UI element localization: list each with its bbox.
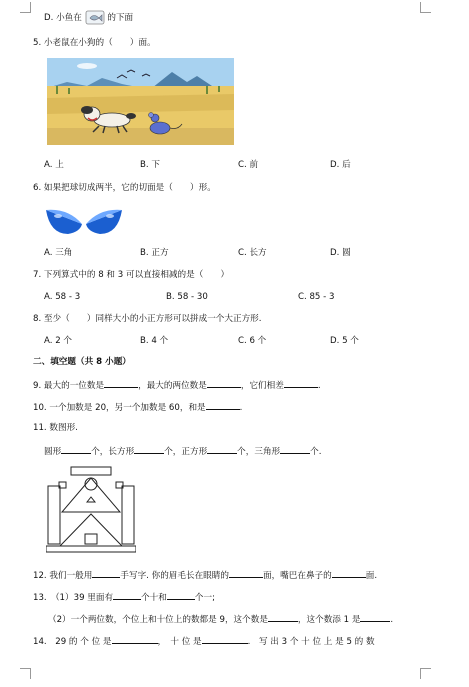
q13-sub-text-2: ，这个数添 1 是 — [297, 615, 361, 625]
q5-picture-dog-and-mouse — [47, 58, 234, 145]
q7-stem: 7. 下列算式中的 8 和 3 可以直接相减的是（ ） — [33, 270, 230, 280]
q11-blank-triangle[interactable] — [280, 444, 310, 454]
q11-text-2: 个，长方形 — [91, 447, 135, 457]
q6-option-c[interactable]: C. 长方 — [238, 248, 267, 258]
q13-blank-plus-one[interactable] — [360, 612, 390, 622]
q14 — [33, 634, 375, 648]
q11-blank-rectangle[interactable] — [134, 444, 164, 454]
q9 — [33, 378, 321, 392]
q11-blank-circle[interactable] — [61, 444, 91, 454]
q11-text-4: 个，三角形 — [237, 447, 281, 457]
q5-option-b[interactable]: B. 下 — [140, 160, 160, 170]
section-2-title: 二、填空题（共 8 小题） — [33, 357, 131, 367]
q12 — [33, 568, 377, 582]
q9-text-1: 9. 最大的一位数是 — [33, 381, 105, 391]
q8-stem: 8. 至少（ ）同样大小的小正方形可以拼成一个大正方形. — [33, 314, 262, 324]
q4-option-d — [44, 10, 133, 25]
q12-text-4: 面. — [365, 571, 378, 581]
q13-text-1: 13. （1）39 里面有 — [33, 593, 114, 603]
q9-text-2: ，最大的两位数是 — [138, 381, 207, 391]
q11-text-5: 个. — [310, 447, 322, 457]
q10 — [33, 400, 242, 414]
q13-blank-ones[interactable] — [167, 590, 195, 600]
q13-sub-text-3: . — [390, 615, 394, 625]
q13-sub-text-1: （2）一个两位数，个位上和十位上的数都是 9，这个数是 — [48, 615, 268, 625]
q6-option-d[interactable]: D. 圆 — [330, 248, 351, 258]
q12-blank-1[interactable] — [92, 568, 120, 578]
q11-shape-figure — [46, 466, 136, 554]
q8-option-b[interactable]: B. 4 个 — [140, 336, 169, 346]
q5-stem: 5. 小老鼠在小狗的（ ）面。 — [33, 38, 156, 48]
q14-text-3: . 写 出 3 个 十 位 上 是 5 的 数 — [247, 637, 375, 647]
q10-text-2: . — [239, 403, 243, 413]
q14-text-1: 14. 29 的 个 位 是 — [33, 637, 112, 647]
q14-text-2: ， 十 位 是 — [157, 637, 202, 647]
q14-blank-tens[interactable] — [202, 634, 248, 644]
q6-option-a[interactable]: A. 三角 — [44, 248, 73, 258]
q9-blank-2[interactable] — [207, 378, 241, 388]
q7-option-b[interactable]: B. 58 - 30 — [166, 292, 208, 302]
q13-blank-number[interactable] — [268, 612, 298, 622]
corner-mark-top-right — [420, 2, 431, 13]
q9-blank-1[interactable] — [104, 378, 138, 388]
q11-stem: 11. 数图形. — [33, 423, 78, 433]
q7-option-a[interactable]: A. 58 - 3 — [44, 292, 81, 302]
q5-option-a[interactable]: A. 上 — [44, 160, 64, 170]
q11-count-line — [44, 444, 321, 458]
corner-mark-bottom-left — [20, 668, 31, 679]
q12-text-2: 手写字. 你的眉毛长在眼睛的 — [120, 571, 229, 581]
q9-text-4: . — [317, 381, 321, 391]
q12-blank-2[interactable] — [229, 568, 263, 578]
q9-blank-3[interactable] — [284, 378, 318, 388]
q4-option-d-post: 的下面 — [107, 13, 134, 23]
q9-text-3: ，它们相差 — [240, 381, 284, 391]
q11-blank-square[interactable] — [207, 444, 237, 454]
corner-mark-bottom-right — [420, 668, 431, 679]
q10-blank-1[interactable] — [206, 400, 240, 410]
q5-option-d[interactable]: D. 后 — [330, 160, 351, 170]
q8-option-d[interactable]: D. 5 个 — [330, 336, 359, 346]
q5-option-c[interactable]: C. 前 — [238, 160, 259, 170]
fish-icon — [85, 10, 105, 25]
q6-picture-half-spheres — [44, 202, 124, 238]
q4-option-d-pre: D. 小鱼在 — [44, 13, 82, 23]
q12-text-3: 面，嘴巴在鼻子的 — [262, 571, 332, 581]
q10-text-1: 10. 一个加数是 20，另一个加数是 60，和是 — [33, 403, 206, 413]
q11-text-3: 个，正方形 — [164, 447, 208, 457]
q14-blank-ones[interactable] — [112, 634, 158, 644]
q13-blank-tens[interactable] — [113, 590, 141, 600]
q13-text-3: 个一; — [194, 593, 215, 603]
q13-part-1 — [33, 590, 215, 604]
q11-text-1: 圆形 — [44, 447, 62, 457]
q7-option-c[interactable]: C. 85 - 3 — [298, 292, 335, 302]
q13-part-2 — [48, 612, 393, 626]
q8-option-c[interactable]: C. 6 个 — [238, 336, 267, 346]
q12-blank-3[interactable] — [332, 568, 366, 578]
q13-text-2: 个十和 — [141, 593, 167, 603]
q8-option-a[interactable]: A. 2 个 — [44, 336, 72, 346]
corner-mark-top-left — [20, 2, 31, 13]
q6-option-b[interactable]: B. 正方 — [140, 248, 169, 258]
q6-stem: 6. 如果把球切成两半，它的切面是（ ）形。 — [33, 183, 216, 193]
q12-text-1: 12. 我们一般用 — [33, 571, 93, 581]
